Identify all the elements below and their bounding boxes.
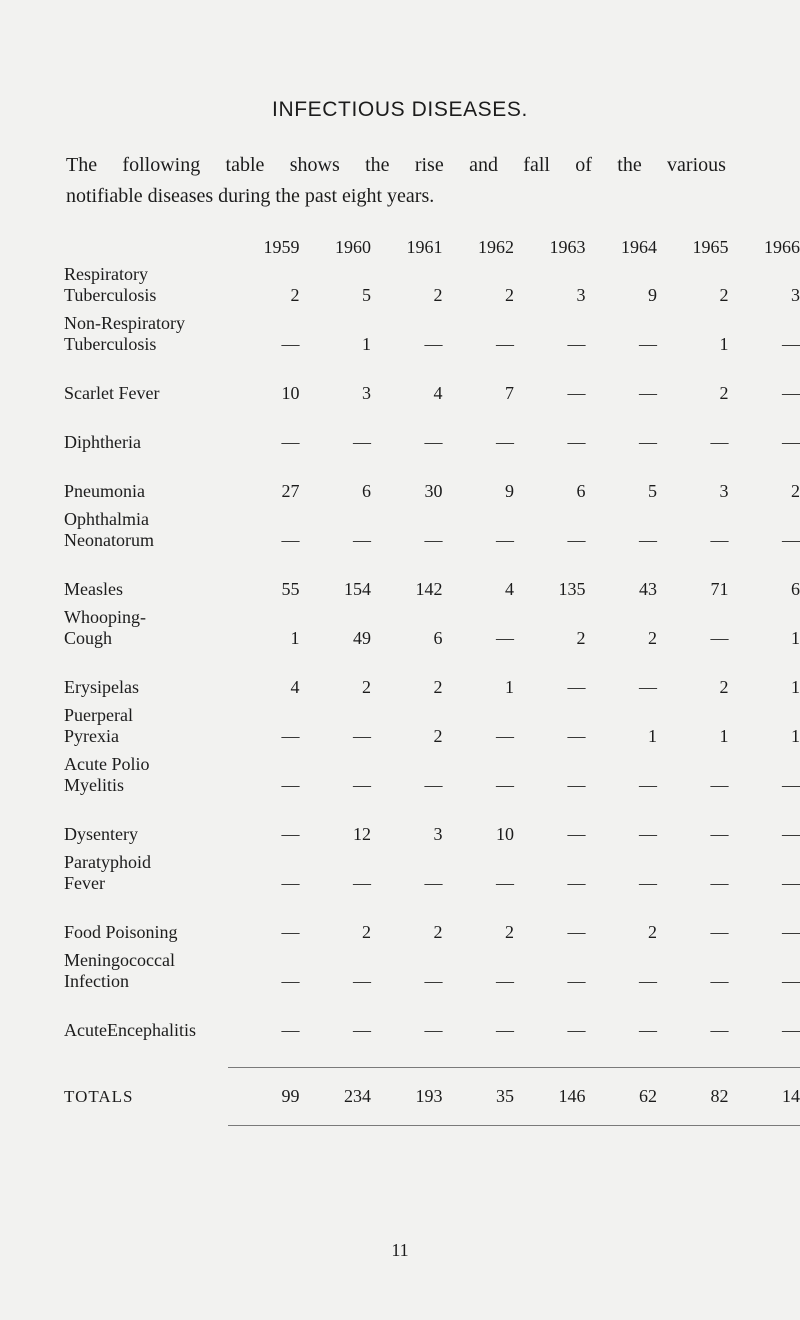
count-cell: 1 (791, 677, 800, 697)
count-cell: — (281, 922, 300, 942)
count-cell: 2 (576, 628, 586, 648)
count-cell: — (353, 775, 371, 795)
count-cell: 2 (648, 628, 657, 648)
year-header-row (64, 232, 800, 262)
count-cell: 49 (353, 628, 371, 648)
disease-name-line: Puerperal (64, 705, 133, 725)
count-cell: — (710, 873, 729, 893)
count-cell: — (639, 873, 657, 893)
count-cell: — (782, 824, 800, 844)
year-header: 1964 (621, 236, 657, 257)
disease-name-line: Erysipelas (64, 677, 139, 697)
count-cell: — (567, 971, 586, 991)
count-cell: — (424, 334, 443, 354)
count-cell: — (567, 726, 586, 746)
count-cell: 2 (362, 677, 371, 697)
disease-name (64, 698, 228, 747)
intro-word: table (225, 154, 265, 176)
count-cell: 2 (505, 285, 514, 305)
intro-word: shows (289, 154, 340, 176)
intro-word: the (617, 154, 642, 176)
disease-row (64, 698, 800, 747)
count-cell: — (710, 628, 729, 648)
count-cell: — (281, 334, 300, 354)
disease-name-line: Tuberculosis (64, 285, 157, 305)
count-cell: 30 (424, 481, 443, 501)
disease-row (64, 404, 800, 453)
count-cell: 3 (719, 481, 729, 501)
disease-name-line: Pyrexia (64, 726, 119, 746)
disease-row (64, 502, 800, 551)
count-cell: 5 (648, 481, 657, 501)
total-cell: 146 (514, 1067, 586, 1125)
count-cell: — (281, 971, 300, 991)
disease-name (64, 262, 228, 306)
page-number: 11 (391, 1240, 409, 1260)
count-cell: — (353, 971, 371, 991)
count-cell: — (639, 1020, 657, 1040)
count-cell: — (496, 1020, 514, 1040)
intro-word: following (122, 154, 201, 176)
count-cell: — (639, 383, 657, 403)
count-cell: — (639, 775, 657, 795)
disease-name-line: Respiratory (64, 264, 148, 284)
count-cell: — (639, 824, 657, 844)
count-cell: — (710, 432, 729, 452)
disease-name-line: Measles (64, 579, 123, 599)
count-cell: 2 (290, 285, 300, 305)
disease-name-line: Dysentery (64, 824, 138, 844)
count-cell: 3 (791, 285, 800, 305)
count-cell: — (639, 677, 657, 697)
disease-name-line: Infection (64, 971, 129, 991)
count-cell: — (782, 873, 800, 893)
intro-word: various (667, 154, 726, 176)
disease-row (64, 796, 800, 845)
count-cell: — (782, 971, 800, 991)
count-cell: 5 (362, 285, 371, 305)
total-cell: 14 (729, 1067, 800, 1125)
count-cell: — (567, 824, 586, 844)
totals-row (64, 1067, 800, 1125)
intro-paragraph (66, 150, 726, 212)
count-cell: — (424, 1020, 443, 1040)
disease-name (64, 551, 228, 600)
count-cell: 3 (362, 383, 371, 403)
count-cell: 3 (576, 285, 586, 305)
count-cell: 4 (290, 677, 300, 697)
intro-word: fall (523, 154, 550, 176)
count-cell: — (639, 334, 657, 354)
disease-row (64, 845, 800, 894)
count-cell: 27 (281, 481, 300, 501)
table-body (64, 262, 800, 1125)
count-cell: 6 (791, 579, 800, 599)
count-cell: — (281, 726, 300, 746)
intro-line-2: notifiable diseases during the past eight years. (66, 185, 435, 207)
count-cell: — (782, 775, 800, 795)
disease-name (64, 649, 228, 698)
count-cell: — (782, 334, 800, 354)
count-cell: 1 (791, 628, 800, 648)
count-cell: — (782, 383, 800, 403)
disease-row (64, 306, 800, 355)
disease-name (64, 453, 228, 502)
count-cell: 1 (290, 628, 300, 648)
count-cell: — (567, 775, 586, 795)
count-cell: 2 (433, 922, 443, 942)
count-cell: — (710, 971, 729, 991)
count-cell: 2 (719, 285, 729, 305)
count-cell: — (710, 922, 729, 942)
intro-line-1 (66, 150, 726, 181)
year-header: 1961 (406, 236, 443, 257)
disease-name (64, 502, 228, 551)
disease-row (64, 262, 800, 306)
disease-row (64, 649, 800, 698)
count-cell: — (639, 971, 657, 991)
count-cell: 154 (344, 579, 371, 599)
disease-name-line: Diphtheria (64, 432, 141, 452)
disease-name (64, 845, 228, 894)
count-cell: — (353, 726, 371, 746)
disease-name (64, 796, 228, 845)
count-cell: — (567, 432, 586, 452)
disease-name-line: AcuteEncephalitis (64, 1020, 196, 1040)
count-cell: 1 (505, 677, 514, 697)
disease-row (64, 943, 800, 992)
count-cell: 4 (505, 579, 514, 599)
count-cell: — (281, 775, 300, 795)
count-cell: — (496, 726, 514, 746)
disease-name (64, 894, 228, 943)
count-cell: 6 (576, 481, 586, 501)
spacer-cell (64, 1041, 800, 1067)
count-cell: — (710, 775, 729, 795)
count-cell: 142 (415, 579, 443, 599)
count-cell: — (496, 775, 514, 795)
count-cell: — (353, 1020, 371, 1040)
disease-row (64, 600, 800, 649)
count-cell: 2 (719, 677, 729, 697)
count-cell: — (424, 971, 443, 991)
count-cell: — (353, 873, 371, 893)
count-cell: — (710, 1020, 729, 1040)
count-cell: 1 (719, 334, 729, 354)
disease-name (64, 355, 228, 404)
count-cell: — (424, 873, 443, 893)
count-cell: — (567, 334, 586, 354)
total-cell: 193 (371, 1067, 443, 1125)
intro-word: and (469, 154, 498, 176)
year-header: 1966 (764, 236, 800, 257)
count-cell: — (496, 530, 514, 550)
disease-name (64, 992, 228, 1041)
count-cell: — (281, 873, 300, 893)
count-cell: 7 (505, 383, 514, 403)
count-cell: 2 (433, 677, 443, 697)
disease-row (64, 453, 800, 502)
count-cell: — (782, 432, 800, 452)
count-cell: 71 (710, 579, 729, 599)
count-cell: 10 (496, 824, 514, 844)
count-cell: — (782, 922, 800, 942)
count-cell: — (639, 432, 657, 452)
count-cell: 55 (281, 579, 300, 599)
year-header: 1960 (335, 236, 371, 257)
count-cell: 6 (362, 481, 371, 501)
disease-name-line: Tuberculosis (64, 334, 157, 354)
page-title: INFECTIOUS DISEASES. (272, 98, 528, 121)
count-cell: 2 (791, 481, 800, 501)
count-cell: — (496, 334, 514, 354)
disease-row (64, 992, 800, 1041)
count-cell: — (496, 432, 514, 452)
count-cell: — (710, 530, 729, 550)
disease-name (64, 747, 228, 796)
count-cell: — (353, 432, 371, 452)
count-cell: — (424, 530, 443, 550)
disease-name (64, 943, 228, 992)
disease-row (64, 355, 800, 404)
total-cell: 62 (586, 1067, 658, 1125)
year-header: 1959 (263, 236, 300, 257)
count-cell: — (496, 873, 514, 893)
count-cell: 10 (281, 383, 300, 403)
intro-word: rise (414, 154, 444, 176)
count-cell: 1 (719, 726, 729, 746)
count-cell: 2 (648, 922, 657, 942)
disease-name-line: Acute Polio (64, 754, 150, 774)
count-cell: 135 (558, 579, 586, 599)
count-cell: — (639, 530, 657, 550)
count-cell: 9 (505, 481, 514, 501)
count-cell: 2 (362, 922, 371, 942)
count-cell: — (424, 775, 443, 795)
count-cell: — (782, 1020, 800, 1040)
disease-name (64, 306, 228, 355)
disease-name-line: Non-Respiratory (64, 313, 185, 333)
count-cell: — (710, 824, 729, 844)
count-cell: 9 (648, 285, 657, 305)
count-cell: — (281, 824, 300, 844)
count-cell: 4 (433, 383, 443, 403)
count-cell: — (567, 677, 586, 697)
disease-row (64, 747, 800, 796)
count-cell: — (496, 628, 514, 648)
count-cell: 1 (791, 726, 800, 746)
total-cell: 99 (228, 1067, 300, 1125)
totals-label: TOTALS (64, 1086, 134, 1106)
count-cell: 1 (648, 726, 657, 746)
count-cell: — (424, 432, 443, 452)
count-cell: — (567, 383, 586, 403)
total-cell: 35 (443, 1067, 515, 1125)
count-cell: — (281, 1020, 300, 1040)
count-cell: 2 (719, 383, 729, 403)
year-header: 1963 (549, 236, 586, 257)
disease-table (64, 232, 800, 1126)
disease-name-line: Whooping- (64, 607, 146, 627)
disease-name-line: Paratyphoid (64, 852, 151, 872)
count-cell: 6 (433, 628, 443, 648)
total-cell: 234 (300, 1067, 372, 1125)
year-header: 1962 (478, 236, 514, 257)
count-cell: 12 (353, 824, 371, 844)
count-cell: — (567, 922, 586, 942)
count-cell: — (353, 530, 371, 550)
count-cell: 3 (433, 824, 443, 844)
disease-name-line: Myelitis (64, 775, 125, 795)
disease-name (64, 404, 228, 453)
disease-name-line: Ophthalmia (64, 509, 149, 529)
count-cell: 2 (433, 285, 443, 305)
spacer-row (64, 1041, 800, 1067)
total-cell: 82 (657, 1067, 729, 1125)
count-cell: 2 (505, 922, 514, 942)
disease-name-line: Cough (64, 628, 113, 648)
disease-name-line: Meningococcal (64, 950, 175, 970)
count-cell: — (567, 530, 586, 550)
intro-word: The (66, 154, 98, 176)
count-cell: 43 (639, 579, 657, 599)
count-cell: — (567, 873, 586, 893)
disease-row (64, 551, 800, 600)
count-cell: — (567, 1020, 586, 1040)
disease-name-line: Food Poisoning (64, 922, 178, 942)
intro-word: the (365, 154, 390, 176)
count-cell: — (281, 432, 300, 452)
disease-name-line: Pneumonia (64, 481, 145, 501)
disease-name-line: Fever (64, 873, 105, 893)
disease-name (64, 600, 228, 649)
intro-word: of (575, 154, 592, 176)
disease-name-line: Neonatorum (64, 530, 154, 550)
count-cell: 1 (362, 334, 371, 354)
count-cell: 2 (433, 726, 443, 746)
count-cell: — (281, 530, 300, 550)
count-cell: — (782, 530, 800, 550)
disease-name-line: Scarlet Fever (64, 383, 160, 403)
count-cell: — (496, 971, 514, 991)
header-corner (64, 232, 228, 262)
year-header: 1965 (692, 236, 729, 257)
disease-row (64, 894, 800, 943)
